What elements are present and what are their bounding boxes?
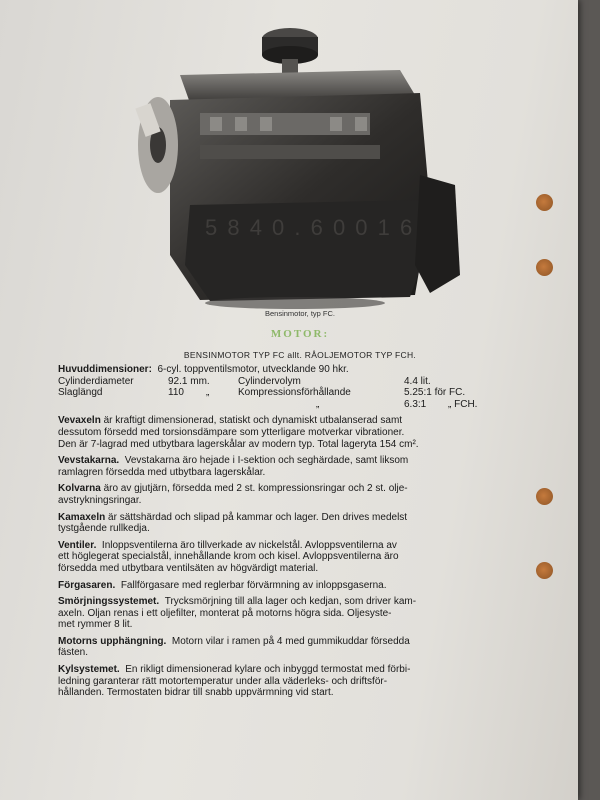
section-line: Vevstakarna äro hejade i I-sektion och seghärdade, samt liksom (124, 455, 409, 467)
punch-hole-1 (536, 194, 553, 211)
spec-value-2: 6.3:1 (404, 398, 427, 410)
document-body (58, 364, 528, 699)
specs-title-text: 6-cyl. toppventilsmotor, utvecklande 90 hkr. (157, 364, 349, 375)
engine-photo (130, 25, 468, 310)
section-title: Kamaxeln (58, 511, 106, 523)
section-line: fästen. (58, 647, 89, 659)
spec-label-2: Cylindervolym (238, 375, 301, 387)
section-kamaxeln (58, 512, 528, 535)
section-line: är sättshärdad och slipad på kammar och lager. Den drives medelst (108, 511, 408, 523)
spec-label: Slaglängd (58, 387, 103, 399)
section-motorns-upphangning (58, 636, 528, 659)
spec-value-3: „ FCH. (448, 398, 478, 410)
section-title: Kolvarna (58, 483, 101, 495)
specs-title-line (58, 364, 528, 376)
section-title: Vevstakarna. (58, 455, 120, 467)
section-line: tystgående rullkedja. (58, 523, 150, 535)
section-line: Inloppsventilerna äro tillverkade av nickelstål. Avloppsventilerna av (101, 539, 397, 551)
section-title: Ventiler. (58, 539, 97, 551)
spec-label: Cylinderdiameter (58, 375, 134, 387)
section-line: Motorn vilar i ramen på 4 med gummikuddar försedda (171, 635, 410, 647)
section-line: En rikligt dimensionerad kylare och inbyggd termostat med förbi- (125, 664, 411, 676)
section-line: avstrykningsringar. (58, 494, 142, 506)
spec-row (58, 399, 528, 411)
spec-row (58, 387, 528, 399)
punch-hole-3 (536, 488, 553, 505)
photo-caption: Bensinmotor, typ FC. (264, 309, 336, 318)
section-heading: MOTOR: (270, 328, 330, 340)
spec-ditto: „ (206, 387, 210, 399)
section-title: Kylsystemet. (58, 664, 120, 676)
spec-ditto: „ (316, 398, 320, 410)
section-title: Vevaxeln (58, 415, 101, 427)
section-line: ledning garanterar rätt motortemperatur under alla väderleks- och driftsför- (58, 675, 388, 687)
section-line: Den är 7-lagrad med utbytbara lagerskålar av modern typ. Total lageryta 154 cm². (58, 438, 419, 450)
section-line: äro av gjutjärn, försedda med 2 st. kompressionsringar och 2 st. olje- (103, 483, 408, 495)
section-forgasaren (58, 580, 528, 592)
section-ventiler (58, 540, 528, 575)
section-subheading: BENSINMOTOR TYP FC allt. RÅOLJEMOTOR TYP FCH. (183, 350, 417, 360)
spec-value: 110 (168, 387, 184, 399)
section-line: försedda med utbytbara ventilsäten av högvärdigt material. (58, 562, 319, 574)
section-line: Fallförgasare med reglerbar förvärmning av inloppsgaserna. (120, 579, 387, 591)
spec-value: 92.1 mm. (168, 375, 210, 387)
section-smorjningssystemet (58, 596, 528, 631)
engine-block-text: 5 8 4 0 . 6 0 0 1 6 (205, 215, 415, 240)
section-title: Smörjningssystemet. (58, 596, 160, 608)
punch-hole-2 (536, 259, 553, 276)
section-line: hållanden. Termostaten bidrar till snabb uppvärmning vid start. (58, 687, 334, 699)
section-title: Motorns upphängning. (58, 635, 167, 647)
section-line: axeln. Oljan renas i ett oljefilter, monterat på motorns högra sida. Oljesyste- (58, 607, 392, 619)
specs-title: Huvuddimensioner: (58, 364, 152, 375)
section-kolvarna (58, 483, 528, 506)
spec-value-2: 5.25:1 för FC. (404, 387, 466, 399)
background-table-edge (578, 0, 600, 800)
punch-hole-4 (536, 562, 553, 579)
spec-label-2: Kompressionsförhållande (238, 387, 351, 399)
section-kylsystemet (58, 664, 528, 699)
section-line: ett höglegerat specialstål, innehållande krom och kisel. Avloppsventilerna äro (58, 551, 399, 563)
spec-row (58, 376, 528, 388)
section-title: Förgasaren. (58, 579, 116, 591)
section-vevstakarna (58, 455, 528, 478)
section-vevaxeln (58, 415, 528, 450)
section-line: met rymmer 8 lit. (58, 619, 133, 631)
section-line: Trycksmörjning till alla lager och kedjan, som driver kam- (164, 596, 417, 608)
section-line: ramlagren försedda med utbytbara lagerskålar. (58, 466, 266, 478)
section-line: är kraftigt dimensionerad, statiskt och dynamiskt utbalanserad samt (103, 415, 403, 427)
section-line: dessutom försedd med torsionsdämpare som ytterligare motverkar vibrationer. (58, 426, 405, 438)
spec-value-2: 4.4 lit. (404, 375, 431, 387)
